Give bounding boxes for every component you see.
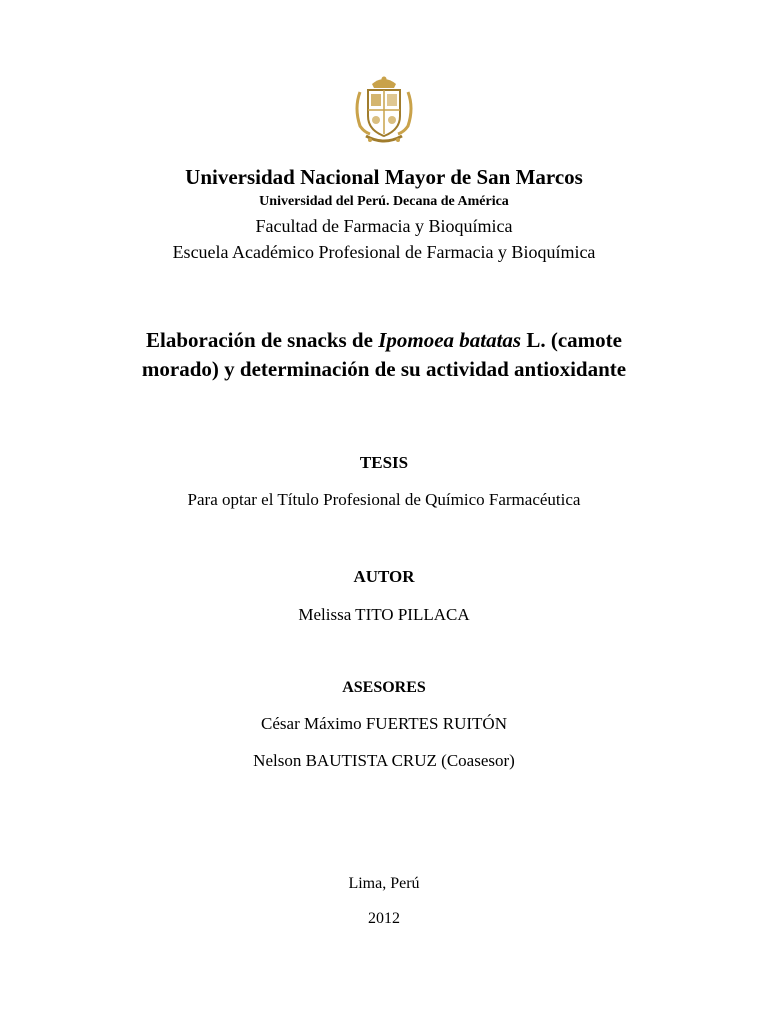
thesis-title-line-2: morado) y determinación de su actividad antioxidante — [141, 357, 627, 381]
advisor-name: César Máximo FUERTES RUITÓN — [261, 714, 507, 733]
thesis-title-part-2: L. (camote — [521, 328, 622, 352]
university-subtitle: Universidad del Perú. Decana de América — [259, 194, 509, 209]
thesis-title-species: Ipomoea batatas — [378, 328, 522, 352]
school-name: Escuela Académico Profesional de Farmacia y Bioquímica — [172, 242, 596, 262]
thesis-heading: TESIS — [359, 453, 409, 472]
coadvisor-name: Nelson BAUTISTA CRUZ (Coasesor) — [253, 751, 515, 770]
faculty-name: Facultad de Farmacia y Bioquímica — [255, 216, 513, 236]
university-name: Universidad Nacional Mayor de San Marcos — [185, 165, 583, 189]
thesis-title-line-1 — [0, 330, 768, 351]
degree-text: Para optar el Título Profesional de Químico Farmacéutica — [187, 490, 581, 509]
author-name: Melissa TITO PILLACA — [298, 605, 470, 624]
advisors-heading: ASESORES — [342, 679, 426, 696]
author-heading: AUTOR — [353, 567, 415, 586]
location: Lima, Perú — [348, 875, 420, 892]
thesis-title-part-1: Elaboración de snacks de — [145, 328, 379, 352]
university-seal-icon — [352, 74, 416, 146]
year: 2012 — [368, 910, 400, 927]
